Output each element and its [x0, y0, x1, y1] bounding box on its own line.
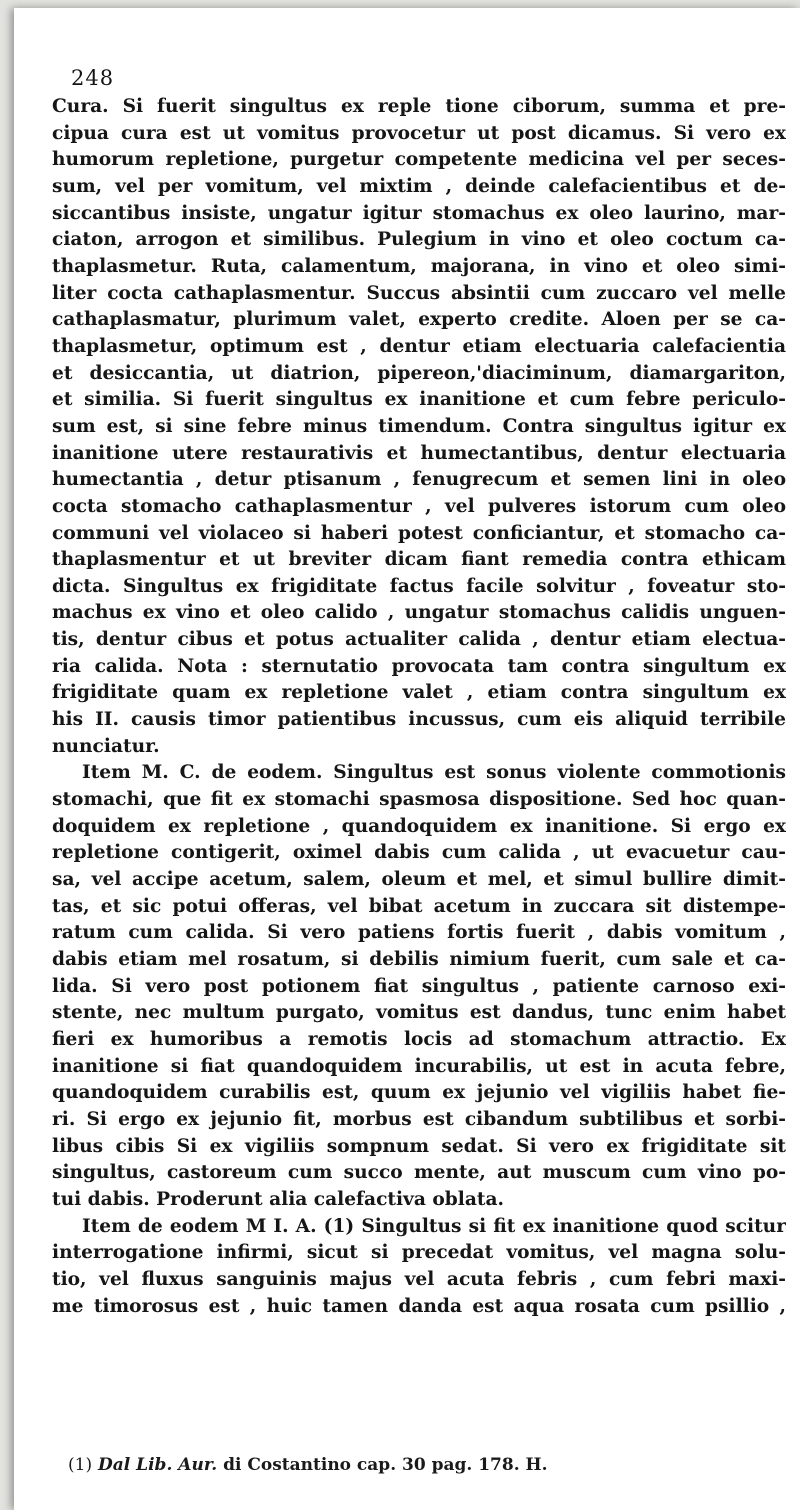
footnote-source: Dal Lib. Aur. [98, 1455, 218, 1475]
text-line: me timorosus est , huic tamen danda est aqua rosata cum psillio , [52, 1295, 786, 1317]
text-line: cocta stomacho cathaplasmentur , vel pulveres istorum cum oleo [52, 495, 786, 517]
footnote-marker: (1) [68, 1455, 93, 1475]
text-line: ri. Si ergo ex jejunio fit, morbus est cibandum subtilibus et sorbi- [52, 1108, 786, 1130]
text-line: tio, vel fluxus sanguinis majus vel acuta febris , cum febri maxi- [52, 1268, 786, 1290]
text-line: singultus, castoreum cum succo mente, aut muscum cum vino po- [52, 1162, 786, 1184]
text-line: ria calida. Nota : sternutatio provocata tam contra singultum ex [52, 655, 786, 677]
page-number: 248 [71, 66, 115, 90]
text-line: doquidem ex repletione , quandoquidem ex inanitione. Si ergo ex [52, 815, 786, 837]
text-line: libus cibis Si ex vigiliis sompnum sedat. Si vero ex frigiditate sit [52, 1135, 786, 1157]
text-line: humorum repletione, purgetur competente medicina vel per seces- [52, 149, 786, 171]
text-line: dabis etiam mel rosatum, si debilis nimium fuerit, cum sale et ca- [52, 949, 786, 970]
text-line: fieri ex humoribus a remotis locis ad stomachum attractio. Ex [52, 1028, 786, 1050]
text-line: sum, vel per vomitum, vel mixtim , deinde calefacientibus et de- [52, 175, 786, 197]
text-line: tas, et sic potui offeras, vel bibat acetum in zuccara sit distempe- [52, 895, 786, 917]
text-line: ratum cum calida. Si vero patiens fortis fuerit , dabis vomitum , [52, 922, 786, 944]
text-line: thaplasmentur et ut breviter dicam fiant remedia contra ethicam [52, 549, 786, 571]
text-line: Cura. Si fuerit singultus ex reple tione ciborum, summa et pre- [52, 96, 786, 117]
text-line: tui dabis. Proderunt alia calefactiva oblata. [52, 1188, 505, 1210]
text-line: inanitione si fiat quandoquidem incurabilis, ut est in acuta febre, [52, 1055, 786, 1077]
book-page [14, 8, 800, 1510]
text-line: frigiditate quam ex repletione valet , etiam contra singultum ex [52, 682, 786, 704]
footnote-text: di Costantino cap. 30 pag. 178. H. [223, 1455, 548, 1475]
text-line: nunciatur. [52, 735, 160, 757]
footnote-divider [66, 1438, 766, 1439]
text-line: repletione contigerit, oximel dabis cum calida , ut evacuetur cau- [52, 842, 786, 864]
text-line: sa, vel accipe acetum, salem, oleum et mel, et simul bullire dimit- [52, 869, 786, 891]
section-heading-line: Item de eodem M I. A. (1) Singultus si fit ex inanitione quod scitur [82, 1215, 786, 1237]
text-line: stente, nec multum purgato, vomitus est dandus, tunc enim habet [52, 1002, 786, 1024]
text-line: dicta. Singultus ex frigiditate factus facile solvitur , foveatur sto- [52, 575, 786, 597]
text-line: tis, dentur cibus et potus actualiter calida , dentur etiam electua- [52, 629, 786, 651]
text-line: lida. Si vero post potionem fiat singultus , patiente carnoso exi- [52, 975, 786, 997]
text-line: quandoquidem curabilis est, quum ex jejunio vel vigiliis habet fie- [52, 1082, 786, 1104]
text-line: ciaton, arrogon et similibus. Pulegium in vino et oleo coctum ca- [52, 229, 786, 251]
section-heading-line: Item M. C. de eodem. Singultus est sonus violente commotionis [82, 762, 786, 784]
text-line: communi vel violaceo si haberi potest conficiantur, et stomacho ca- [52, 522, 786, 544]
body-text [52, 94, 786, 1320]
text-line: machus ex vino et oleo calido , ungatur stomachus calidis unguen- [52, 602, 786, 624]
text-line: his II. causis timor patientibus incussus, cum eis aliquid terribile [52, 709, 786, 731]
text-line: stomachi, que fit ex stomachi spasmosa dispositione. Sed hoc quan- [52, 789, 786, 811]
text-line: cathaplasmatur, plurimum valet, experto credite. Aloen per se ca- [52, 309, 786, 331]
text-line: humectantia , detur ptisanum , fenugrecum et semen lini in oleo [52, 469, 786, 491]
text-line: sum est, si sine febre minus timendum. Contra singultus igitur ex [52, 415, 786, 437]
text-line: thaplasmetur, optimum est , dentur etiam electuaria calefacientia [52, 335, 786, 357]
text-line: inanitione utere restaurativis et humectantibus, dentur electuaria [52, 442, 786, 464]
text-line: liter cocta cathaplasmentur. Succus absintii cum zuccaro vel melle [52, 282, 786, 304]
footnote [68, 1455, 768, 1475]
text-line: thaplasmetur. Ruta, calamentum, majorana, in vino et oleo simi- [52, 255, 786, 277]
text-line: siccantibus insiste, ungatur igitur stomachus ex oleo laurino, mar- [52, 202, 786, 224]
text-line: et desiccantia, ut diatrion, pipereon,'diaciminum, diamargariton, [52, 362, 786, 384]
text-line: cipua cura est ut vomitus provocetur ut post dicamus. Si vero ex [52, 122, 786, 144]
text-line: et similia. Si fuerit singultus ex inanitione et cum febre periculo- [52, 389, 786, 411]
text-line: interrogatione infirmi, sicut si precedat vomitus, vel magna solu- [52, 1242, 786, 1264]
